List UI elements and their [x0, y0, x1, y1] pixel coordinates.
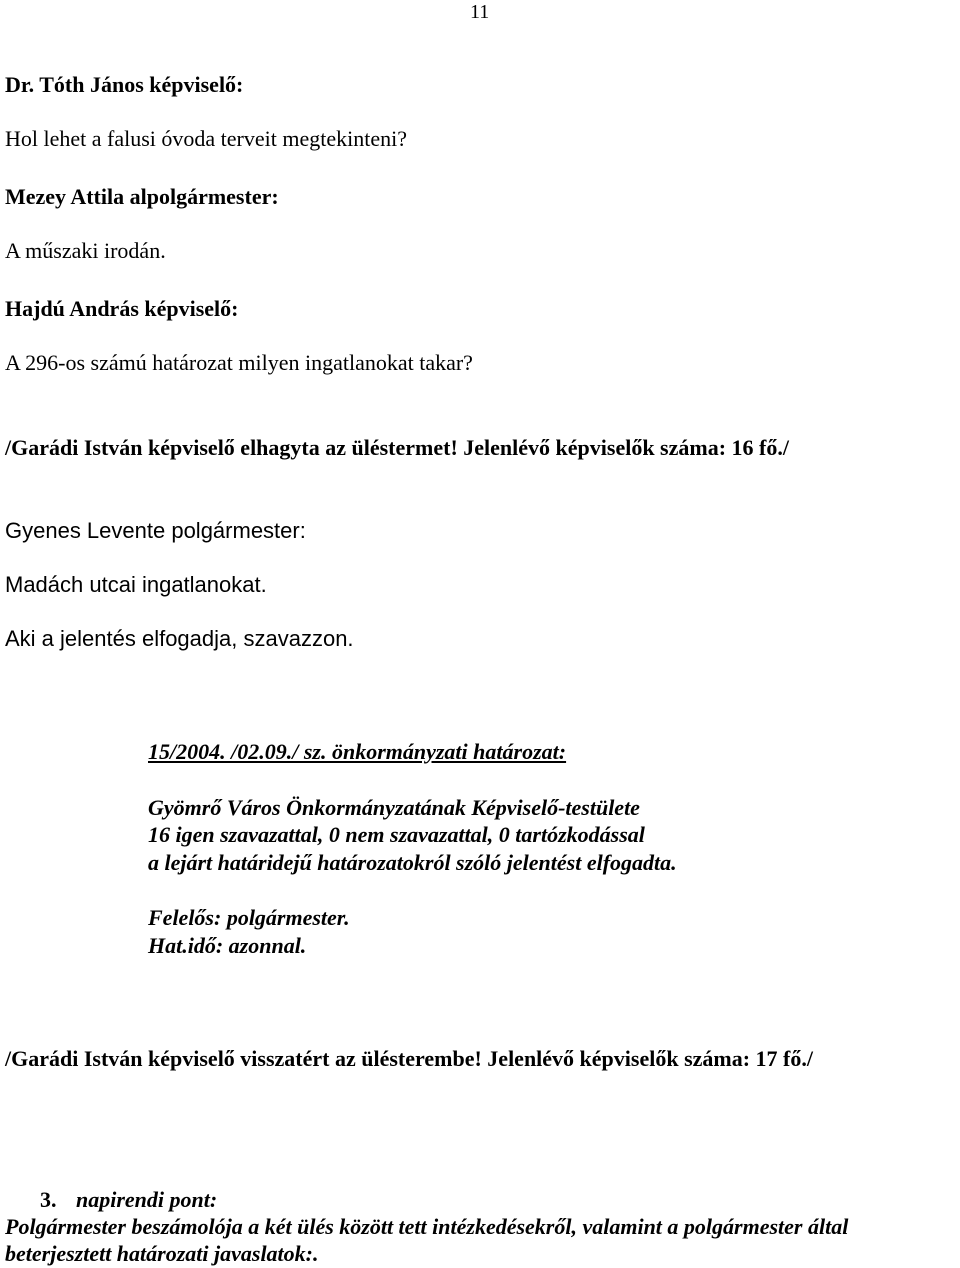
agenda-title-line-2: beterjesztett határozati javaslatok:. [5, 1241, 319, 1266]
agenda-title-line-1: Polgármester beszámolója a két ülés között tett intézkedésekről, valamint a polgármester által [5, 1214, 849, 1239]
answer-office: A műszaki irodán. [5, 238, 166, 263]
resolution-line-2: 16 igen szavazattal, 0 nem szavazattal, 0 tartózkodással [148, 822, 645, 847]
question-resolution: A 296-os számú határozat milyen ingatlanokat takar? [5, 350, 473, 375]
agenda-number: 3. [40, 1187, 57, 1212]
speaker-gyenes: Gyenes Levente polgármester: [5, 518, 306, 543]
mayor-answer: Madách utcai ingatlanokat. [5, 572, 267, 597]
vote-call: Aki a jelentés elfogadja, szavazzon. [5, 626, 354, 651]
attendance-notice-1: /Garádi István képviselő elhagyta az üléstermet! Jelenlévő képviselők száma: 16 fő./ [5, 435, 789, 460]
resolution-line-1: Gyömrő Város Önkormányzatának Képviselő-testülete [148, 795, 640, 820]
resolution-deadline: Hat.idő: azonnal. [148, 933, 307, 958]
speaker-hajdu: Hajdú András képviselő: [5, 296, 239, 321]
speaker-toth: Dr. Tóth János képviselő: [5, 72, 244, 97]
speaker-mezey: Mezey Attila alpolgármester: [5, 184, 279, 209]
question-kindergarten: Hol lehet a falusi óvoda terveit megtekinteni? [5, 126, 407, 151]
resolution-line-3: a lejárt határidejű határozatokról szóló jelentést elfogadta. [148, 850, 677, 875]
resolution-heading: 15/2004. /02.09./ sz. önkormányzati határozat: [148, 739, 567, 764]
agenda-label: napirendi pont: [76, 1187, 218, 1212]
page-number: 11 [470, 1, 490, 23]
resolution-responsible: Felelős: polgármester. [148, 905, 350, 930]
attendance-notice-2: /Garádi István képviselő visszatért az ülésterembe! Jelenlévő képviselők száma: 17 fő./ [5, 1046, 813, 1071]
